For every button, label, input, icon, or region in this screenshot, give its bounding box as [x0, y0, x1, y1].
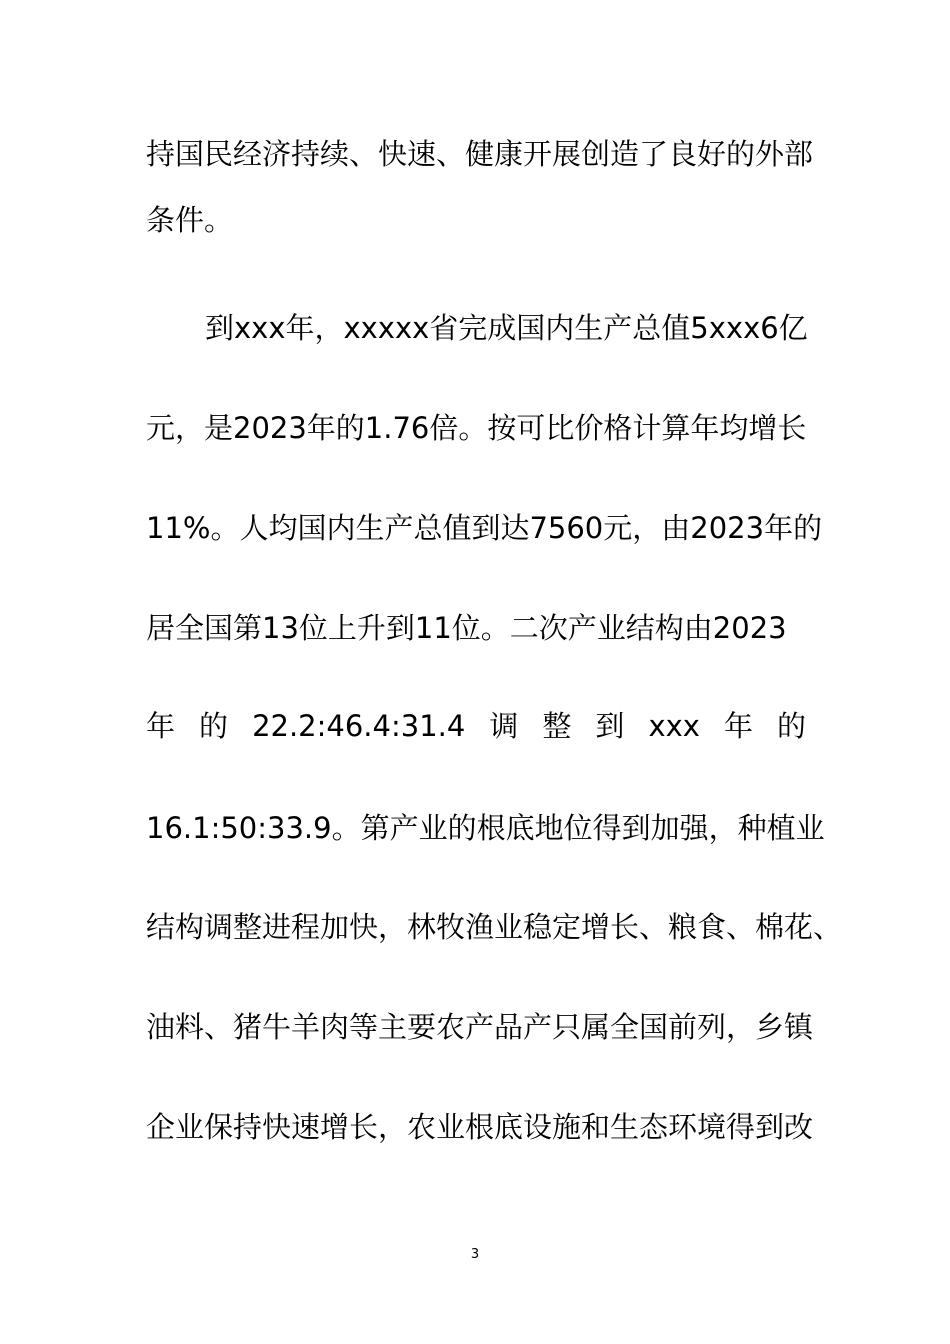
- paragraph-line: 油料、猪牛羊肉等主要农产品产只属全国前列，乡镇: [146, 1010, 814, 1044]
- justified-line: [146, 706, 806, 746]
- justified-token: 到: [595, 709, 625, 743]
- paragraph-line: 企业保持快速增长，农业根底设施和生态环境得到改: [146, 1110, 814, 1144]
- paragraph-line: 居全国第13位上升到11位。二次产业结构由2023: [146, 611, 787, 645]
- justified-token: 调: [489, 709, 519, 743]
- paragraph-line: 到xxx年，xxxxx省完成国内生产总值5xxx6亿: [205, 311, 808, 345]
- justified-token: 整: [542, 709, 572, 743]
- paragraph-line: 条件。: [146, 203, 234, 237]
- paragraph-line: 16.1:50:33.9。第产业的根底地位得到加强，种植业: [146, 811, 825, 845]
- page-number: 3: [470, 1247, 480, 1262]
- paragraph-line: 11%。人均国内生产总值到达7560元，由2023年的: [146, 511, 823, 545]
- justified-token: 年: [723, 709, 753, 743]
- justified-token: 年: [146, 709, 176, 743]
- justified-token: xxx: [648, 709, 700, 743]
- paragraph-line: 元，是2023年的1.76倍。按可比价格计算年均增长: [146, 411, 807, 445]
- paragraph-line: 持国民经济持续、快速、健康开展创造了良好的外部: [146, 137, 814, 171]
- justified-token: 的: [776, 709, 806, 743]
- paragraph-line: 结构调整进程加快，林牧渔业稳定增长、粮食、棉花、: [146, 910, 843, 944]
- justified-token: 22.2:46.4:31.4: [252, 709, 466, 743]
- justified-token: 的: [199, 709, 229, 743]
